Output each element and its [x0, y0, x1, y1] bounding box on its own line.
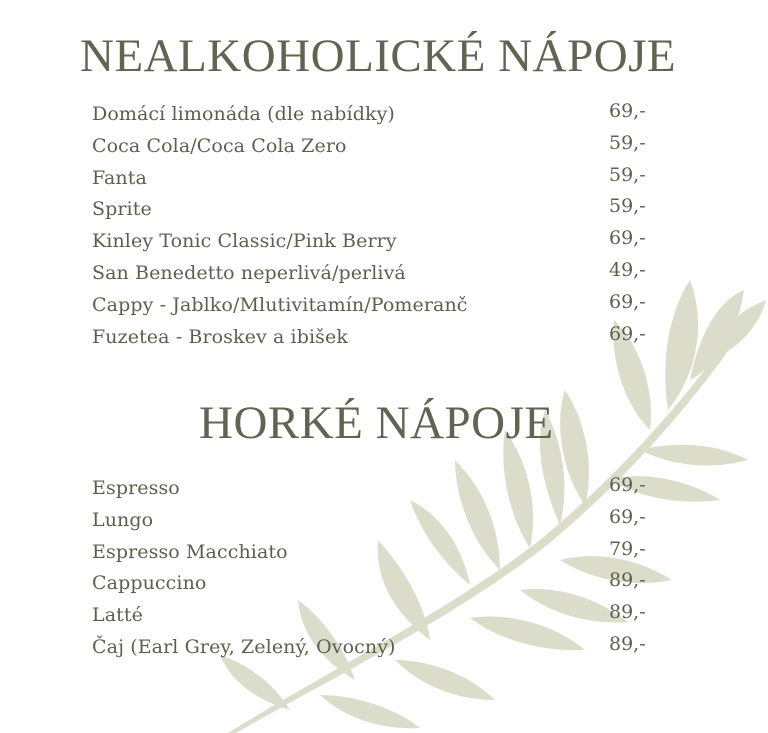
- item-price: 69,-: [609, 322, 646, 345]
- item-name: Domácí limonáda (dle nabídky): [92, 103, 395, 125]
- item-name: Cappy - Jablko/Mlutivitamín/Pomeranč: [92, 293, 468, 316]
- item-price: 49,-: [609, 258, 646, 281]
- menu-item: [92, 164, 672, 196]
- item-price: 69,-: [609, 227, 646, 250]
- item-name: Latté: [92, 604, 143, 627]
- item-price: 69,-: [609, 474, 646, 496]
- cold-drinks-list: [92, 100, 672, 354]
- section-title-cold-drinks: NEALKOHOLICKÉ NÁPOJE: [80, 30, 677, 82]
- menu-item: [92, 291, 672, 323]
- item-name: Fanta: [92, 166, 147, 189]
- item-name: Cappuccino: [92, 572, 207, 595]
- item-name: Espresso: [92, 477, 180, 499]
- menu-item: [92, 195, 672, 227]
- menu-item: [92, 259, 672, 291]
- item-price: 59,-: [609, 131, 646, 154]
- item-price: 89,-: [609, 601, 646, 624]
- menu-item: [92, 601, 672, 633]
- item-price: 69,-: [609, 290, 646, 313]
- menu-item: [92, 227, 672, 259]
- item-name: Čaj (Earl Grey, Zelený, Ovocný): [92, 635, 396, 658]
- item-price: 69,-: [609, 100, 646, 122]
- menu-item: [92, 506, 672, 538]
- item-name: Fuzetea - Broskev a ibišek: [92, 325, 348, 348]
- item-price: 89,-: [609, 632, 646, 655]
- item-price: 79,-: [609, 537, 646, 560]
- item-name: Kinley Tonic Classic/Pink Berry: [92, 230, 397, 253]
- item-name: Sprite: [92, 198, 152, 221]
- item-name: Lungo: [92, 508, 154, 531]
- menu-item: [92, 100, 672, 132]
- menu-item: [92, 538, 672, 570]
- item-name: Espresso Macchiato: [92, 540, 288, 563]
- item-price: 59,-: [609, 163, 646, 186]
- menu-item: [92, 323, 672, 355]
- hot-drinks-list: [92, 474, 672, 665]
- item-name: San Benedetto neperlivá/perlivá: [92, 261, 406, 284]
- section-title-hot-drinks: HORKÉ NÁPOJE: [199, 397, 554, 449]
- item-price: 89,-: [609, 569, 646, 592]
- menu-item: [92, 633, 672, 665]
- menu-item: [92, 132, 672, 164]
- menu-item: [92, 569, 672, 601]
- item-name: Coca Cola/Coca Cola Zero: [92, 134, 347, 157]
- item-price: 69,-: [609, 505, 646, 528]
- menu-item: [92, 474, 672, 506]
- item-price: 59,-: [609, 195, 646, 218]
